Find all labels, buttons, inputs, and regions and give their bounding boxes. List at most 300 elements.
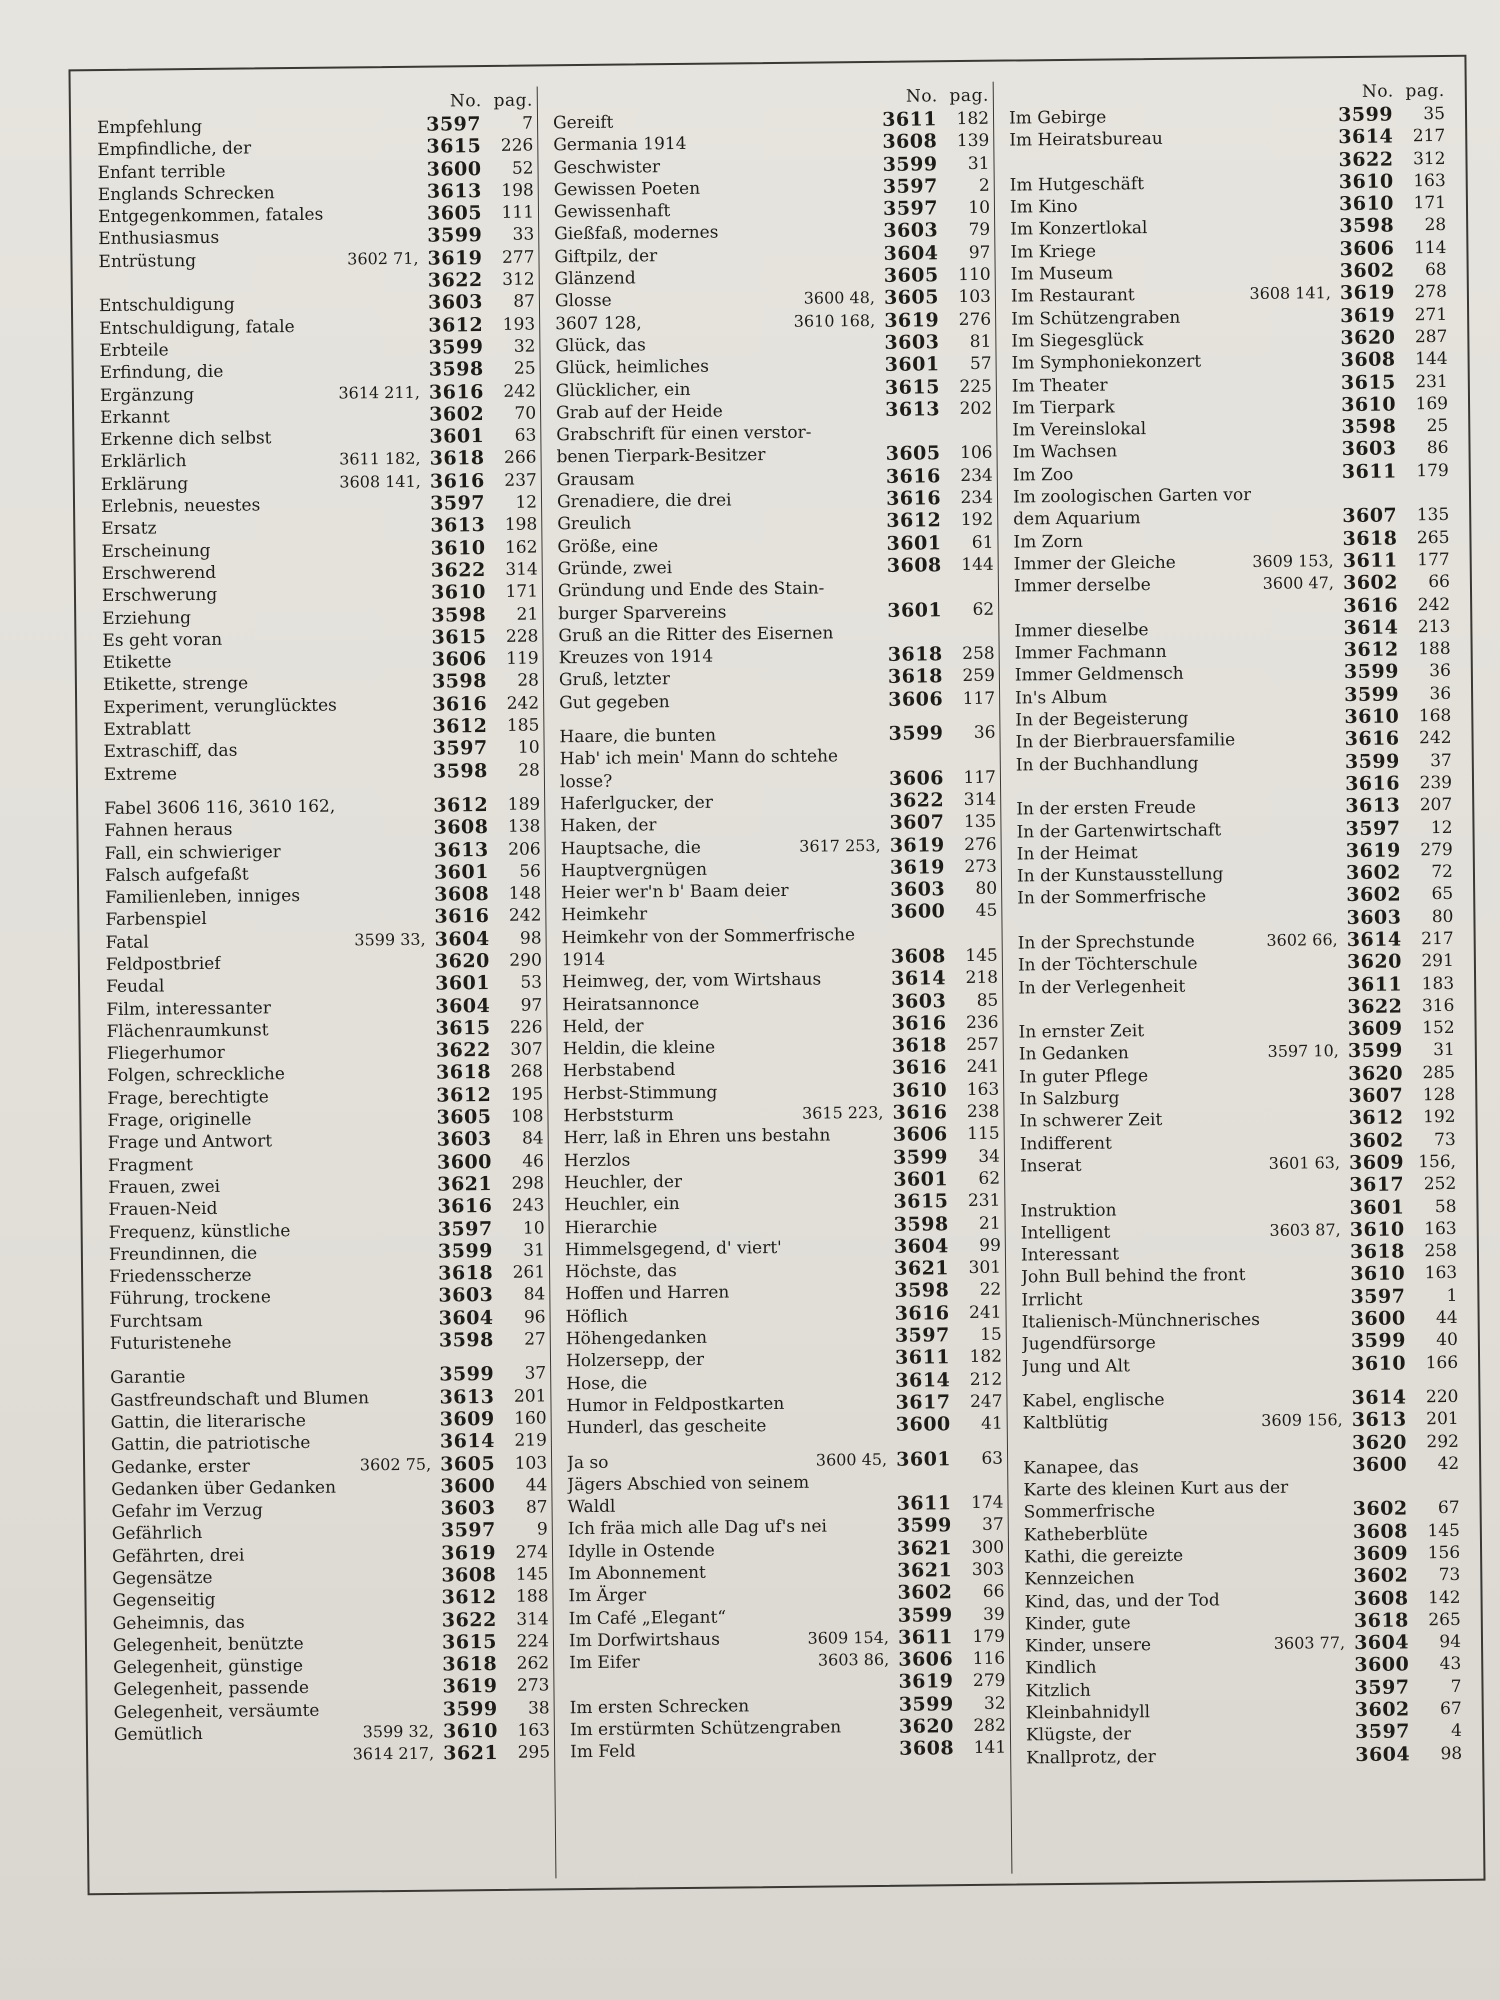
issue-number: 3607 [889, 811, 945, 835]
issue-number: 3599 [1350, 1329, 1406, 1353]
entry-title: Heuchler, der [564, 1171, 683, 1194]
issue-number: 3620 [898, 1715, 954, 1738]
issue-number: 3619 [884, 308, 940, 332]
page-number: 207 [1419, 795, 1453, 816]
page-number: 28 [1424, 215, 1447, 236]
page-number: 85 [976, 990, 999, 1011]
issue-number: 3602 [1352, 1497, 1408, 1521]
issue-number: 3611 [1347, 973, 1403, 996]
issue-number: 3620 [1340, 326, 1396, 350]
page-number: 298 [511, 1173, 545, 1194]
page-number: 44 [525, 1475, 548, 1496]
page-number: 67 [1437, 1498, 1460, 1519]
extra-reference: 3617 253, [799, 835, 881, 856]
issue-number: 3622 [435, 1039, 491, 1062]
issue-number: 3599 [882, 152, 938, 176]
page-number: 73 [1438, 1565, 1461, 1586]
issue-number: 3610 [442, 1720, 499, 1743]
entry-title: In ernster Zeit [1018, 1021, 1145, 1043]
page-number: 117 [963, 767, 997, 788]
page-number: 258 [962, 643, 995, 665]
entry-title: Gelegenheit, benützte [112, 1633, 304, 1656]
issue-number: 3616 [1343, 594, 1399, 617]
page-number: 163 [1413, 170, 1446, 192]
page-number: 225 [959, 376, 992, 397]
entry-title: Im Ärger [568, 1585, 647, 1607]
page-number: 201 [513, 1386, 547, 1407]
issue-number: 3602 [1346, 883, 1402, 907]
page-number: 163 [517, 1720, 551, 1741]
issue-number: 3602 [1345, 861, 1402, 885]
issue-number: 3610 [1344, 705, 1400, 729]
entry-title: Erschwerung [101, 585, 218, 607]
page-number [949, 922, 997, 923]
page-number: 66 [982, 1581, 1005, 1603]
page-number: 243 [511, 1195, 545, 1217]
issue-number: 3602 [1353, 1564, 1409, 1588]
issue-number: 3621 [443, 1742, 499, 1765]
issue-number: 3605 [436, 1106, 492, 1129]
extra-reference: 3599 33, [354, 929, 426, 950]
issue-number: 3618 [438, 1262, 494, 1285]
issue-number: 3609 [1353, 1542, 1409, 1565]
issue-number: 3598 [1341, 415, 1397, 439]
issue-number: 3598 [431, 603, 487, 627]
entry-title: Interessant [1020, 1244, 1120, 1266]
issue-number: 3618 [436, 1061, 492, 1085]
page-number: 265 [1428, 1609, 1461, 1631]
page-number: 201 [1426, 1409, 1459, 1430]
issue-number: 3619 [1340, 304, 1396, 327]
issue-number: 3604 [434, 927, 490, 951]
page-number: 290 [509, 950, 542, 971]
issue-number: 3603 [1341, 437, 1397, 461]
page-number: 21 [516, 604, 539, 625]
entry-title: In der Heimat [1016, 843, 1138, 865]
entry-title: Farbenspiel [105, 909, 207, 931]
entry-title: Etikette, strenge [102, 673, 249, 696]
page-number: 217 [1412, 126, 1446, 147]
page-number: 220 [1425, 1386, 1459, 1408]
page-number: 114 [1413, 237, 1447, 259]
extra-reference: 3614 211, [338, 382, 420, 403]
page-number: 171 [505, 581, 539, 603]
page-number: 193 [502, 314, 536, 335]
page-number: 218 [965, 967, 999, 989]
page-number: 97 [520, 995, 543, 1016]
page-number: 163 [1424, 1218, 1457, 1240]
entry-title: Glänzend [554, 268, 636, 290]
page-number: 37 [982, 1515, 1004, 1536]
issue-number: 3606 [892, 1123, 948, 1147]
entry-title: Im Gebirge [1008, 107, 1107, 129]
issue-number: 3614 [1338, 125, 1394, 149]
entry-title: Grabschrift für einen verstor- [556, 422, 812, 446]
page-number: 276 [964, 834, 997, 855]
page-number: 226 [509, 1017, 543, 1038]
entry-title: Im Siegesglück [1011, 330, 1144, 352]
issue-number: 3619 [1345, 839, 1401, 862]
page-number: 1 [1446, 1285, 1458, 1306]
entry-title: Immer Geldmensch [1014, 664, 1184, 686]
issue-number: 3604 [438, 1306, 494, 1330]
entry-title: Erklärung [100, 473, 189, 495]
entry-title: Hose, die [566, 1373, 648, 1394]
page-number: 67 [1439, 1698, 1462, 1720]
issue-number: 3601 [887, 598, 943, 622]
page-number: 73 [1434, 1129, 1456, 1150]
issue-number: 3615 [893, 1190, 949, 1214]
entry-title: Im Zoo [1012, 464, 1074, 486]
issue-number: 3598 [428, 358, 484, 381]
issue-number: 3613 [1345, 794, 1401, 818]
entry-title: Kindlich [1025, 1658, 1097, 1679]
page-number: 314 [963, 789, 997, 810]
entry-title: Im Restaurant [1010, 285, 1135, 307]
entry-title: Erziehung [102, 607, 192, 629]
entry-title: Entrüstung [98, 250, 197, 272]
page-number: 198 [501, 180, 534, 201]
page-number: 72 [1431, 862, 1454, 883]
entry-title: Waldl [567, 1496, 616, 1518]
issue-number: 3601 [896, 1447, 952, 1471]
entry-title: Enthusiasmus [98, 228, 220, 250]
page-number: 84 [521, 1128, 544, 1150]
issue-number: 3602 [429, 402, 485, 426]
entry-title: In der Begeisterung [1015, 708, 1189, 731]
page-number: 87 [525, 1497, 548, 1518]
page-number: 268 [510, 1061, 544, 1083]
page-number: 206 [508, 838, 541, 860]
issue-number: 3600 [440, 1474, 496, 1498]
entry-title: Grausam [556, 469, 635, 491]
issue-number: 3610 [1338, 192, 1395, 216]
page-number: 166 [1425, 1352, 1459, 1373]
issue-number: 3615 [426, 135, 482, 158]
issue-number: 3616 [1344, 727, 1400, 751]
page-number: 226 [500, 135, 534, 157]
issue-number: 3601 [884, 353, 940, 377]
entry-title: Flächenraumkunst [106, 1020, 269, 1042]
page-number: 239 [1419, 772, 1453, 794]
issue-number: 3600 [890, 900, 946, 924]
extra-reference: 3602 66, [1266, 930, 1338, 950]
page-number: 265 [1416, 527, 1450, 548]
issue-number: 3618 [442, 1653, 498, 1676]
page-number: 241 [966, 1057, 1000, 1078]
page-number: 262 [516, 1653, 550, 1674]
entry-title: Erkannt [100, 407, 170, 428]
entry-title: Kinder, unsere [1024, 1635, 1152, 1657]
page-number: 163 [966, 1079, 1000, 1100]
issue-number: 3599 [439, 1363, 495, 1386]
issue-number: 3622 [430, 558, 486, 582]
issue-number: 3606 [1339, 237, 1395, 260]
extra-reference: 3597 10, [1267, 1041, 1339, 1062]
entry-title: Im Wachsen [1012, 441, 1118, 463]
extra-reference: 3602 71, [347, 248, 419, 269]
entry-title: Im Theater [1011, 375, 1108, 397]
entry-title: Ich fräa mich alle Dag uf's nei [567, 1516, 828, 1540]
page-number: 258 [1424, 1241, 1458, 1262]
page-number: 62 [978, 1168, 1001, 1189]
entry-title: Im Kino [1009, 196, 1078, 218]
issue-number: 3617 [1349, 1173, 1405, 1197]
entry-title: Gelegenheit, versäumte [113, 1700, 320, 1723]
entry-title: In der ersten Freude [1016, 797, 1196, 820]
entry-title: Katheberblüte [1023, 1523, 1148, 1546]
issue-number: 3620 [1348, 1062, 1404, 1085]
page-number: 98 [1440, 1743, 1463, 1764]
index-entry [559, 687, 999, 714]
page-number: 111 [501, 202, 535, 224]
issue-number: 3613 [439, 1385, 495, 1409]
issue-number: 3606 [888, 687, 944, 711]
page-number: 259 [962, 666, 995, 687]
page-number: 169 [1415, 393, 1449, 415]
issue-number: 3611 [895, 1346, 951, 1370]
issue-number: 3612 [886, 509, 942, 533]
page-number: 295 [517, 1742, 551, 1764]
entry-title: Jugendfürsorge [1021, 1333, 1156, 1355]
index-entry [1026, 1742, 1466, 1769]
entry-title: Jung und Alt [1022, 1355, 1130, 1378]
page-number: 224 [516, 1631, 550, 1652]
page-number: 316 [1421, 995, 1455, 1017]
issue-number: 3619 [889, 856, 945, 879]
entry-title: Heimkehr [561, 904, 648, 926]
issue-number: 3610 [1341, 393, 1397, 416]
entry-title: Im zoologischen Garten vor [1012, 485, 1252, 508]
issue-number: 3616 [886, 487, 942, 510]
page-number: 192 [960, 510, 994, 531]
issue-number: 3603 [1346, 906, 1402, 929]
page-number: 110 [958, 264, 991, 286]
extra-reference: 3600 47, [1262, 573, 1335, 594]
entry-title: John Bull behind the front [1021, 1265, 1246, 1288]
issue-number: 3603 [883, 219, 939, 243]
page-number: 271 [1414, 304, 1448, 325]
entry-title: Karte des kleinen Kurt aus der [1023, 1477, 1289, 1501]
issue-number: 3605 [885, 442, 941, 466]
entry-title: Freundinnen, die [108, 1243, 258, 1265]
entry-title: Geheimnis, das [112, 1612, 245, 1634]
issue-number: 3608 [1352, 1520, 1408, 1543]
entry-title: Futuristenehe [109, 1332, 232, 1355]
page-number: 277 [501, 247, 535, 268]
page-number: 179 [1416, 460, 1449, 482]
extra-reference: 3609 156, [1261, 1410, 1343, 1431]
entry-title: Herzlos [563, 1150, 631, 1171]
entry-title: Greulich [557, 513, 632, 535]
entry-title: Glücklicher, ein [555, 379, 691, 401]
issue-number: 3599 [888, 722, 944, 745]
entry-title: 1914 [561, 949, 606, 971]
index-frame [68, 55, 1485, 1896]
page-number: 70 [514, 403, 537, 424]
page-number: 103 [514, 1452, 548, 1474]
entry-list [1009, 103, 1466, 1769]
issue-number: 3599 [898, 1692, 954, 1716]
issue-number: 3611 [1341, 460, 1397, 483]
entry-title: Gefährten, drei [111, 1545, 245, 1567]
page-number: 115 [967, 1124, 1000, 1145]
entry-title: Feldpostbrief [105, 953, 221, 976]
entry-title: Glück, das [555, 335, 646, 357]
entry-title: Gründe, zwei [557, 558, 673, 580]
entry-title: Germania 1914 [553, 134, 687, 156]
page-number: 192 [1422, 1107, 1456, 1128]
entry-title: In der Bierbrauersfamilie [1015, 730, 1236, 753]
issue-number: 3619 [889, 833, 945, 857]
page-number: 53 [520, 972, 543, 993]
page-number [1411, 1475, 1459, 1476]
entry-title: In der Buchhandlung [1015, 753, 1199, 776]
issue-number: 3618 [1349, 1240, 1406, 1264]
issue-number: 3605 [883, 264, 939, 287]
issue-number: 3600 [1350, 1307, 1406, 1331]
entry-title: Ja so [566, 1452, 609, 1473]
entry-title: In guter Pflege [1018, 1065, 1149, 1088]
page-number: 40 [1436, 1330, 1458, 1351]
extra-reference: 3599 32, [362, 1721, 434, 1742]
issue-number: 3612 [428, 313, 484, 337]
entry-title: Im Schützengraben [1011, 307, 1181, 330]
entry-title: Etikette [102, 652, 172, 674]
issue-number: 3618 [1342, 527, 1398, 550]
page-number: 31 [1433, 1040, 1455, 1061]
issue-number: 3608 [882, 130, 938, 154]
page-number: 242 [506, 693, 540, 714]
page-number: 242 [1419, 728, 1452, 749]
index-entry [1022, 1351, 1462, 1378]
page-number: 142 [1427, 1587, 1461, 1608]
page-number: 68 [1424, 260, 1447, 281]
extra-reference: 3609 154, [807, 1627, 890, 1648]
page-number: 128 [1422, 1084, 1456, 1106]
page-number: 138 [507, 816, 541, 838]
entry-title: Immer Fachmann [1014, 642, 1167, 664]
issue-number: 3599 [1344, 750, 1400, 773]
issue-number: 3615 [435, 1016, 491, 1040]
entry-title: Haferlgucker, der [560, 792, 714, 815]
entry-title: Grenadiere, die drei [556, 490, 732, 513]
entry-title: In's Album [1015, 687, 1108, 709]
entry-title: Herr, laß in Ehren uns bestahn [563, 1125, 831, 1149]
entry-title: Gedanken über Gedanken [111, 1477, 337, 1500]
page-number: 156 [1427, 1542, 1461, 1564]
entry-title: Im Zorn [1013, 531, 1083, 553]
entry-title: Ergänzung [99, 384, 195, 406]
page-number: 52 [511, 158, 534, 179]
page-number: 57 [969, 353, 992, 375]
entry-title: burger Sparvereins [558, 602, 727, 624]
issue-number: 3608 [886, 554, 942, 577]
page-number: 21 [978, 1213, 1001, 1234]
entry-title: Gruß, letzter [558, 669, 671, 691]
issue-number: 3618 [429, 447, 485, 471]
issue-number: 3613 [433, 838, 489, 862]
issue-number: 3604 [883, 242, 939, 265]
entry-title: Kind, das, und der Tod [1024, 1589, 1220, 1613]
issue-number: 3604 [435, 994, 491, 1018]
issue-number: 3610 [1350, 1262, 1406, 1286]
page-number: 25 [513, 358, 536, 379]
page-number: 145 [965, 945, 998, 967]
entry-title: Italienisch-Münchnerisches [1021, 1309, 1261, 1333]
issue-number: 3597 [894, 1324, 950, 1347]
entry-title: Gründung und Ende des Stain- [557, 578, 825, 602]
page-number: 66 [1428, 572, 1451, 593]
entry-title: Falsch aufgefaßt [104, 864, 249, 886]
entry-title: Feudal [105, 976, 165, 998]
entry-title: Gut gegeben [559, 691, 670, 713]
entry-title: Immer dieselbe [1014, 619, 1149, 642]
issue-number: 3611 [897, 1626, 954, 1649]
page-number: 25 [1426, 416, 1449, 437]
issue-number: 3609 [439, 1407, 495, 1431]
issue-number: 3610 [1351, 1352, 1407, 1375]
entry-title: Gemütlich [113, 1724, 203, 1746]
issue-number: 3612 [1348, 1106, 1404, 1130]
issue-number: 3606 [431, 648, 487, 671]
issue-number: 3597 [437, 1217, 493, 1241]
issue-number: 3620 [1346, 950, 1403, 974]
issue-number: 3603 [440, 1497, 496, 1520]
entry-title: Fatal [105, 932, 149, 953]
entry-title: Heimkehr von der Sommerfrische [561, 924, 856, 948]
page-number: 236 [965, 1012, 999, 1033]
issue-number: 3621 [437, 1172, 493, 1196]
issue-number: 3602 [1339, 259, 1395, 283]
page-number: 273 [964, 856, 997, 877]
entry-title: Erlebnis, neuestes [100, 495, 261, 518]
issue-number: 3619 [427, 246, 483, 270]
page-number: 15 [980, 1324, 1002, 1345]
page-number: 36 [1429, 661, 1451, 682]
entry-title: Instruktion [1020, 1200, 1117, 1222]
entry-title: Erschwerend [101, 562, 217, 584]
entry-title: Inserat [1019, 1155, 1082, 1177]
index-column-1 [97, 90, 556, 1881]
issue-number: 3621 [894, 1257, 950, 1280]
issue-number: 3611 [1342, 549, 1398, 572]
page-number: 31 [967, 153, 990, 174]
page-number: 160 [514, 1408, 547, 1429]
index-column-2 [553, 86, 1012, 1877]
issue-number: 3603 [884, 331, 940, 354]
page-number: 195 [510, 1084, 544, 1105]
page-number: 28 [517, 670, 540, 692]
entry-title: Im Vereinslokal [1012, 419, 1147, 441]
page-number: 177 [1417, 549, 1450, 571]
page-number: 287 [1414, 326, 1448, 348]
issue-number: 3614 [891, 967, 947, 991]
issue-number: 3616 [885, 465, 941, 488]
entry-title: Immer der Gleiche [1013, 552, 1176, 575]
entry-title: Gewissenhaft [553, 201, 671, 223]
page-number: 98 [519, 928, 542, 949]
issue-number: 3598 [438, 1329, 494, 1352]
extra-reference: 3603 77, [1273, 1633, 1346, 1654]
entry-title: Herbst-Stimmung [563, 1082, 718, 1105]
page-number: 266 [504, 447, 537, 469]
issue-number: 3600 [436, 1150, 493, 1174]
page-number: 231 [1415, 371, 1448, 392]
issue-number: 3605 [883, 286, 940, 310]
page-number: 185 [506, 715, 540, 736]
issue-number: 3602 [1348, 1129, 1404, 1152]
